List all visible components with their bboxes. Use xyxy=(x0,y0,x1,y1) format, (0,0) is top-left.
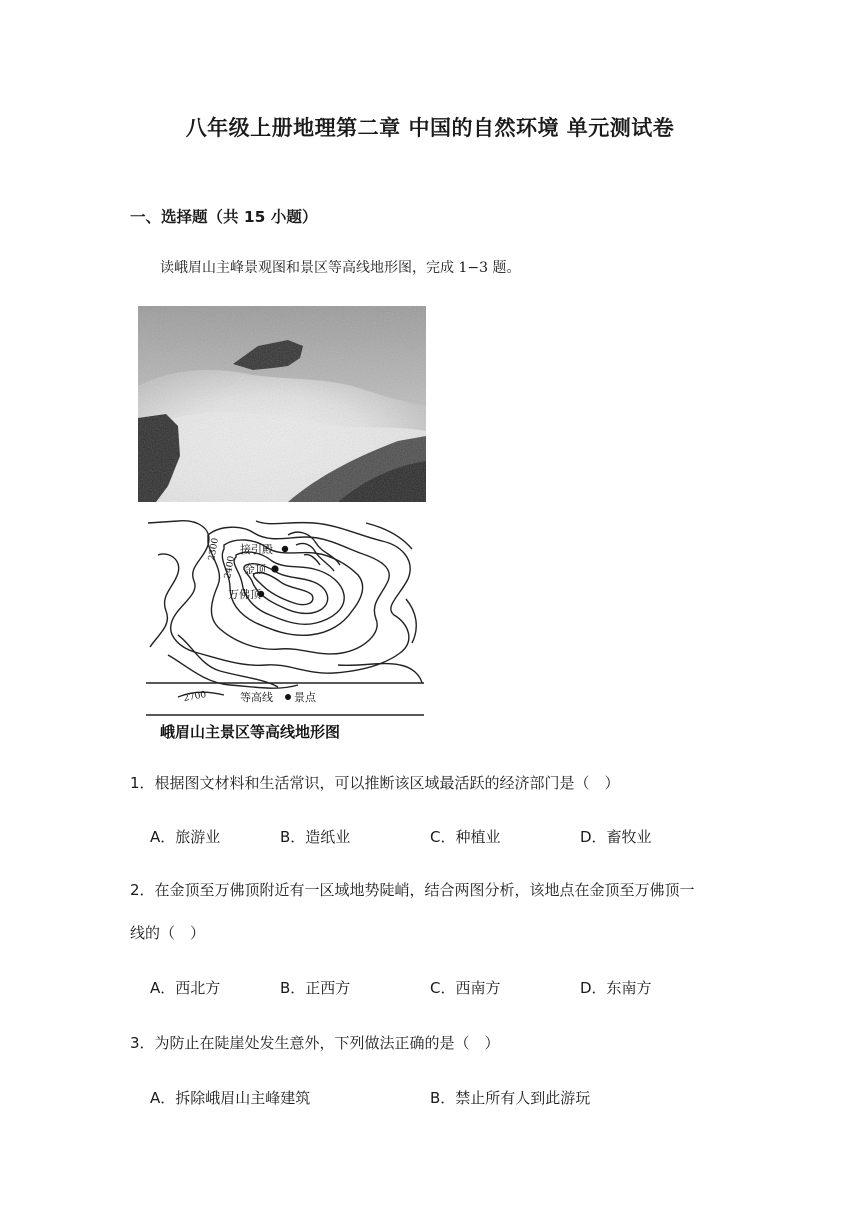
question-2-line2: 线的（ ） xyxy=(130,924,206,942)
section-heading: 一、选择题（共 15 小题） xyxy=(130,208,318,226)
q2-option-b: B．正西方 xyxy=(280,979,351,997)
label-wanfoding: 万佛顶 xyxy=(228,588,261,601)
map-caption: 峨眉山主景区等高线地形图 xyxy=(160,723,341,741)
peak-landscape-photo xyxy=(138,306,426,502)
question-2-line1: 2．在金顶至万佛顶附近有一区域地势陡峭，结合两图分析，该地点在金顶至万佛顶一 xyxy=(130,881,695,899)
contour-map xyxy=(138,515,426,745)
label-jieyindian: 接引殿 xyxy=(240,543,273,556)
q2-option-d: D．东南方 xyxy=(580,979,652,997)
label-jinding: 金顶 xyxy=(244,563,266,576)
q1-option-c: C．种植业 xyxy=(430,828,501,846)
legend-contour-label: 等高线 xyxy=(240,691,273,704)
q2-option-a: A．西北方 xyxy=(150,979,221,997)
q1-option-a: A．旅游业 xyxy=(150,828,221,846)
question-3: 3．为防止在陡崖处发生意外，下列做法正确的是（ ） xyxy=(130,1034,500,1052)
question-1: 1．根据图文材料和生活常识，可以推断该区域最活跃的经济部门是（ ） xyxy=(130,774,620,792)
q2-option-c: C．西南方 xyxy=(430,979,501,997)
legend-contour-value: 2700 xyxy=(182,690,208,704)
material-intro: 读峨眉山主峰景观图和景区等高线地形图，完成 1−3 题。 xyxy=(160,260,521,276)
q3-option-b: B．禁止所有人到此游玩 xyxy=(430,1089,591,1107)
contour-label-2400: 2400 xyxy=(223,555,237,580)
q1-option-b: B．造纸业 xyxy=(280,828,351,846)
contour-label-2300: 2300 xyxy=(207,537,221,562)
legend-spot-icon xyxy=(285,694,291,700)
legend-spot-label: 景点 xyxy=(294,691,316,704)
q1-option-d: D．畜牧业 xyxy=(580,828,652,846)
q3-option-a: A．拆除峨眉山主峰建筑 xyxy=(150,1089,311,1107)
page-title: 八年级上册地理第二章 中国的自然环境 单元测试卷 xyxy=(185,116,675,140)
